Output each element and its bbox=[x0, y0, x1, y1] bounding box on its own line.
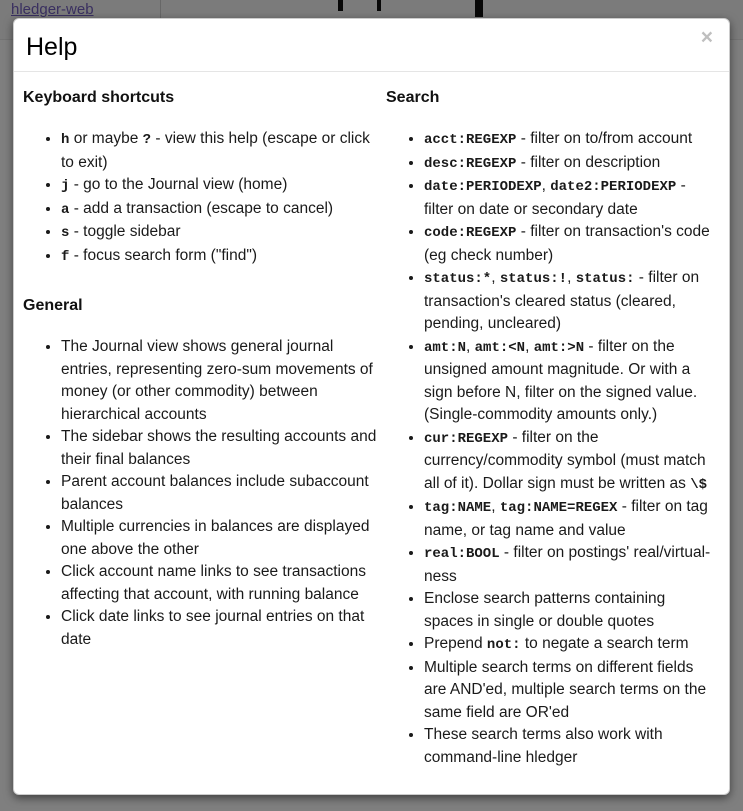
code-term: \$ bbox=[690, 476, 707, 493]
section-list bbox=[386, 128, 713, 769]
close-icon[interactable]: × bbox=[700, 26, 713, 49]
modal-body bbox=[14, 72, 729, 795]
list-item: • a - add a transaction (escape to cancel) bbox=[61, 198, 386, 222]
help-column-left bbox=[23, 88, 386, 679]
help-column-right bbox=[386, 88, 713, 795]
list-item: • date:PERIODEXP, date2:PERIODEXP - filter on date or secondary date bbox=[424, 175, 713, 221]
code-term: h bbox=[61, 132, 70, 148]
list-item: • real:BOOL - filter on postings' real/virtual-ness bbox=[424, 542, 713, 588]
section-heading: General bbox=[23, 297, 83, 314]
list-item: • The sidebar shows the resulting accounts and their final balances bbox=[61, 426, 386, 471]
list-item: • These search terms also work with command-line hledger bbox=[424, 724, 713, 769]
list-item: • h or maybe ? - view this help (escape or click to exit) bbox=[61, 128, 386, 174]
code-term: status:! bbox=[499, 271, 568, 287]
list-item: • Prepend not: to negate a search term bbox=[424, 633, 713, 657]
code-term: s bbox=[61, 225, 70, 241]
list-item: • desc:REGEXP - filter on description bbox=[424, 152, 713, 176]
list-item: • status:*, status:!, status: - filter on transaction's cleared status (cleared, pending, uncleared) bbox=[424, 267, 713, 336]
list-item: • amt:N, amt:<N, amt:>N - filter on the unsigned amount magnitude. Or with a sign before N, filter on the signed value. (Single-commodity amounts only.) bbox=[424, 336, 713, 427]
code-term: tag:NAME bbox=[424, 500, 492, 516]
code-term: status: bbox=[575, 271, 635, 287]
code-term: date2:PERIODEXP bbox=[550, 179, 677, 195]
section-heading: Keyboard shortcuts bbox=[23, 89, 175, 106]
list-item: • tag:NAME, tag:NAME=REGEX - filter on tag name, or tag name and value bbox=[424, 496, 713, 542]
code-term: date:PERIODEXP bbox=[424, 179, 542, 195]
modal-title: Help bbox=[26, 33, 78, 61]
modal-header bbox=[14, 19, 729, 72]
list-item: • Enclose search patterns containing spaces in single or double quotes bbox=[424, 588, 713, 633]
code-term: amt:<N bbox=[474, 339, 526, 356]
list-item: • The Journal view shows general journal entries, representing zero-sum movements of money (or other commodity) between hierarchical accounts bbox=[61, 336, 386, 426]
list-item: • Click account name links to see transactions affecting that account, with running balance bbox=[61, 561, 386, 606]
section-heading: Search bbox=[386, 89, 440, 106]
list-item: • Multiple currencies in balances are displayed one above the other bbox=[61, 516, 386, 561]
code-term: amt:N bbox=[424, 339, 467, 356]
section-list bbox=[23, 336, 386, 651]
code-term: acct:REGEXP bbox=[424, 132, 517, 148]
code-term: not: bbox=[486, 637, 521, 653]
code-term: cur:REGEXP bbox=[424, 430, 509, 447]
code-term: ? bbox=[142, 132, 152, 148]
list-item: • acct:REGEXP - filter on to/from account bbox=[424, 128, 713, 152]
code-term: a bbox=[61, 201, 70, 218]
list-item: • cur:REGEXP - filter on the currency/commodity symbol (must match all of it). Dollar sign must be written as \$ bbox=[424, 427, 713, 497]
code-term: status:* bbox=[424, 271, 492, 287]
code-term: j bbox=[61, 178, 70, 194]
list-item: • code:REGEXP - filter on transaction's code (eg check number) bbox=[424, 221, 713, 267]
code-term: code:REGEXP bbox=[424, 225, 517, 241]
code-term: real:BOOL bbox=[424, 546, 500, 562]
list-item: • s - toggle sidebar bbox=[61, 221, 386, 245]
code-term: desc:REGEXP bbox=[424, 155, 517, 172]
code-term: amt:>N bbox=[533, 339, 585, 356]
list-item: • f - focus search form ("find") bbox=[61, 245, 386, 269]
code-term: f bbox=[61, 248, 70, 265]
list-item: • Multiple search terms on different fields are AND'ed, multiple search terms on the same field are OR'ed bbox=[424, 657, 713, 725]
help-modal bbox=[13, 18, 730, 795]
list-item: • Click date links to see journal entries on that date bbox=[61, 606, 386, 651]
code-term: tag:NAME=REGEX bbox=[499, 500, 618, 516]
section-list bbox=[23, 128, 386, 268]
list-item: • j - go to the Journal view (home) bbox=[61, 174, 386, 198]
list-item: • Parent account balances include subaccount balances bbox=[61, 471, 386, 516]
